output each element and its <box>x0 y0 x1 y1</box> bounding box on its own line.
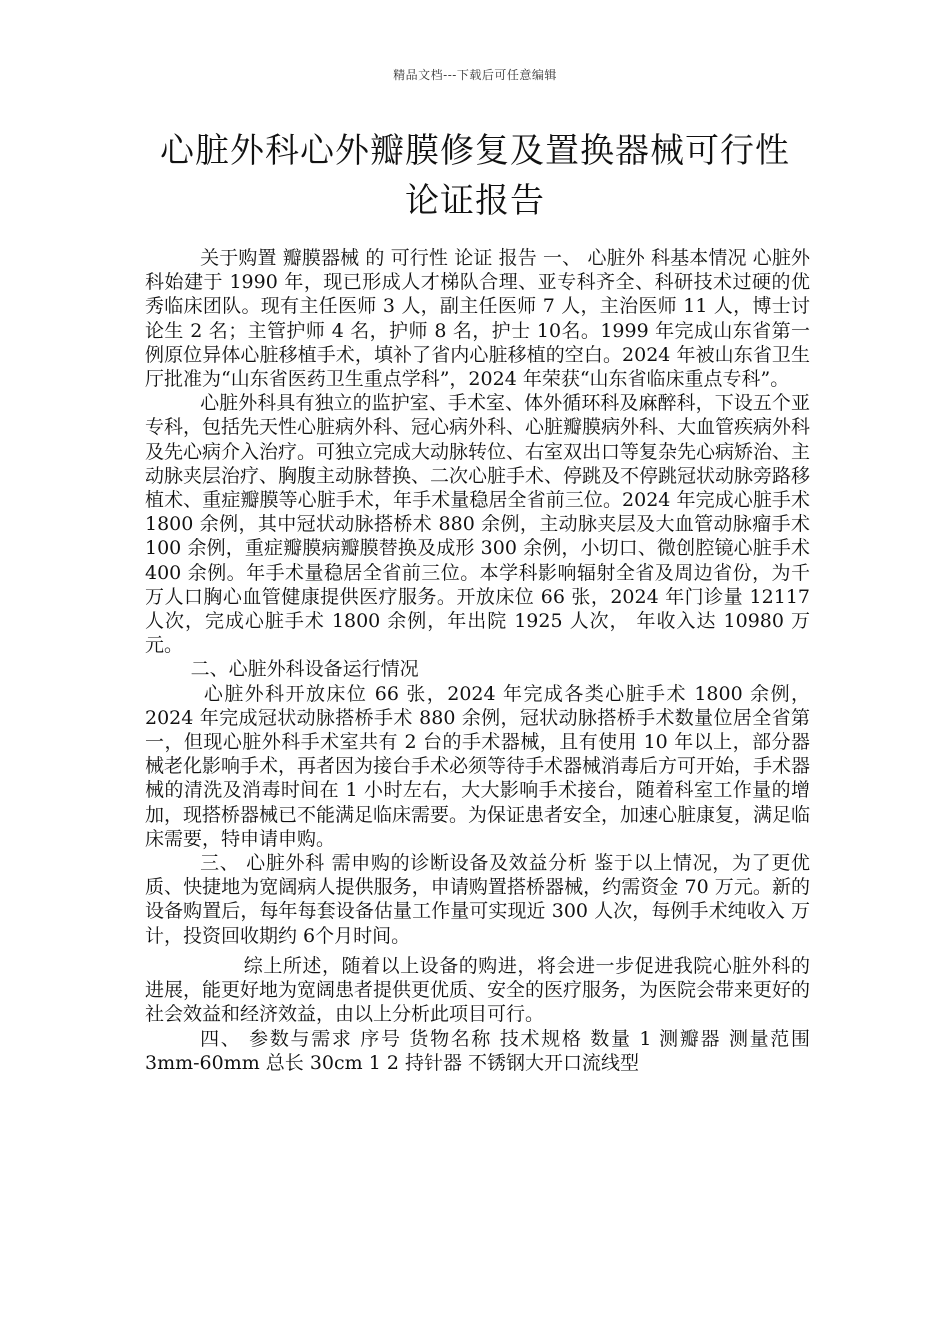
page-header-note: 精品文档---下载后可任意编辑 <box>393 68 557 82</box>
paragraph-section-4: 四、 参数与需求 序号 货物名称 技术规格 数量 1 测瓣器 测量范围 3mm-60mm 总长 30cm 1 2 持针器 不锈钢大开口流线型 <box>145 1027 810 1074</box>
document-title-line-1: 心脏外科心外瓣膜修复及置换器械可行性 <box>160 131 790 171</box>
paragraph-summary: 综上所述，随着以上设备的购进，将会进一步促进我院心脏外科的进展，能更好地为宽阔患者提供更优质、安全的医疗服务，为医院会带来更好的社会效益和经济效益，由以上分析此项目可行。 <box>145 954 811 1026</box>
paragraph-department-overview: 心脏外科具有独立的监护室、手术室、体外循环科及麻醉科，下设五个亚专科，包括先天性心脏病外科、冠心病外科、心脏瓣膜病外科、大血管疾病外科及先心病介入治疗。可独立完成大动脉转位、右室双出口等复杂先心病矫治、主动脉夹层治疗、胸腹主动脉替换、二次心脏手术、停跳及不停跳冠状动脉旁路移植术、重症瓣膜等心脏手术，年手术量稳居全省前三位。2024 年完成心脏手术 1800 余例，其中冠状动脉搭桥术 880 余例，主动脉夹层及大血管动脉瘤手术 100 余例，重症瓣膜病瓣膜替换及成形 300 余例，小切口、微创腔镜心脏手术 400 余例。年手术量稳居全省前三位。本学科影响辐射全省及周边省份，为千万人口胸心血管健康提供医疗服务。开放床位 66 张，2024 年门诊量 12117 人次，完成心脏手术 1800 余例，年出院 1925 人次， 年收入达 10980 万元。 <box>145 392 811 657</box>
paragraph-section-1: 关于购置 瓣膜器械 的 可行性 论证 报告 一、 心脏外 科基本情况 心脏外科始建于 1990 年，现已形成人才梯队合理、亚专科齐全、科研技术过硬的优秀临床团队。现有主任医师 3 人，副主任医师 7 人，主治医师 11 人，博士讨论生 2 名；主管护师 4 名，护师 8 名，护士 10名。1999 年完成山东省第一例原位异体心脏移植手术，填补了省内心脏移植的空白。2024 年被山东省卫生厅批准为“山东省医药卫生重点学科”，2024 年荣获“山东省临床重点专科”。 <box>145 247 810 391</box>
document-title <box>120 126 830 226</box>
paragraph-section-3: 三、 心脏外科 需申购的诊断设备及效益分析 鉴于以上情况，为了更优质、快捷地为宽阔病人提供服务，申请购置搭桥器械，约需资金 70 万元。新的设备购置后，每年每套设备估量工作量可实现近 300 人次，每例手术纯收入 万计，投资回收期约 6个月时间。 <box>145 852 810 947</box>
paragraph-equipment-status: 心脏外科开放床位 66 张，2024 年完成各类心脏手术 1800 余例，2024 年完成冠状动脉搭桥手术 880 余例，冠状动脉搭桥手术数量位居全省第一，但现心脏外科手术室共有 2 台的手术器械，且有使用 10 年以上，部分器械老化影响手术，再者因为接台手术必须等待手术器械消毒后方可开始，手术器械的清洗及消毒时间在 1 小时左右，大大影响手术接台，随着科室工作量的增加，现搭桥器械已不能满足临床需要。为保证患者安全，加速心脏康复，满足临床需要，特申请申购。 <box>145 682 811 850</box>
document-title-line-2: 论证报告 <box>405 181 545 221</box>
document-body <box>145 246 810 1075</box>
section-2-heading: 二、心脏外科设备运行情况 <box>190 658 419 681</box>
